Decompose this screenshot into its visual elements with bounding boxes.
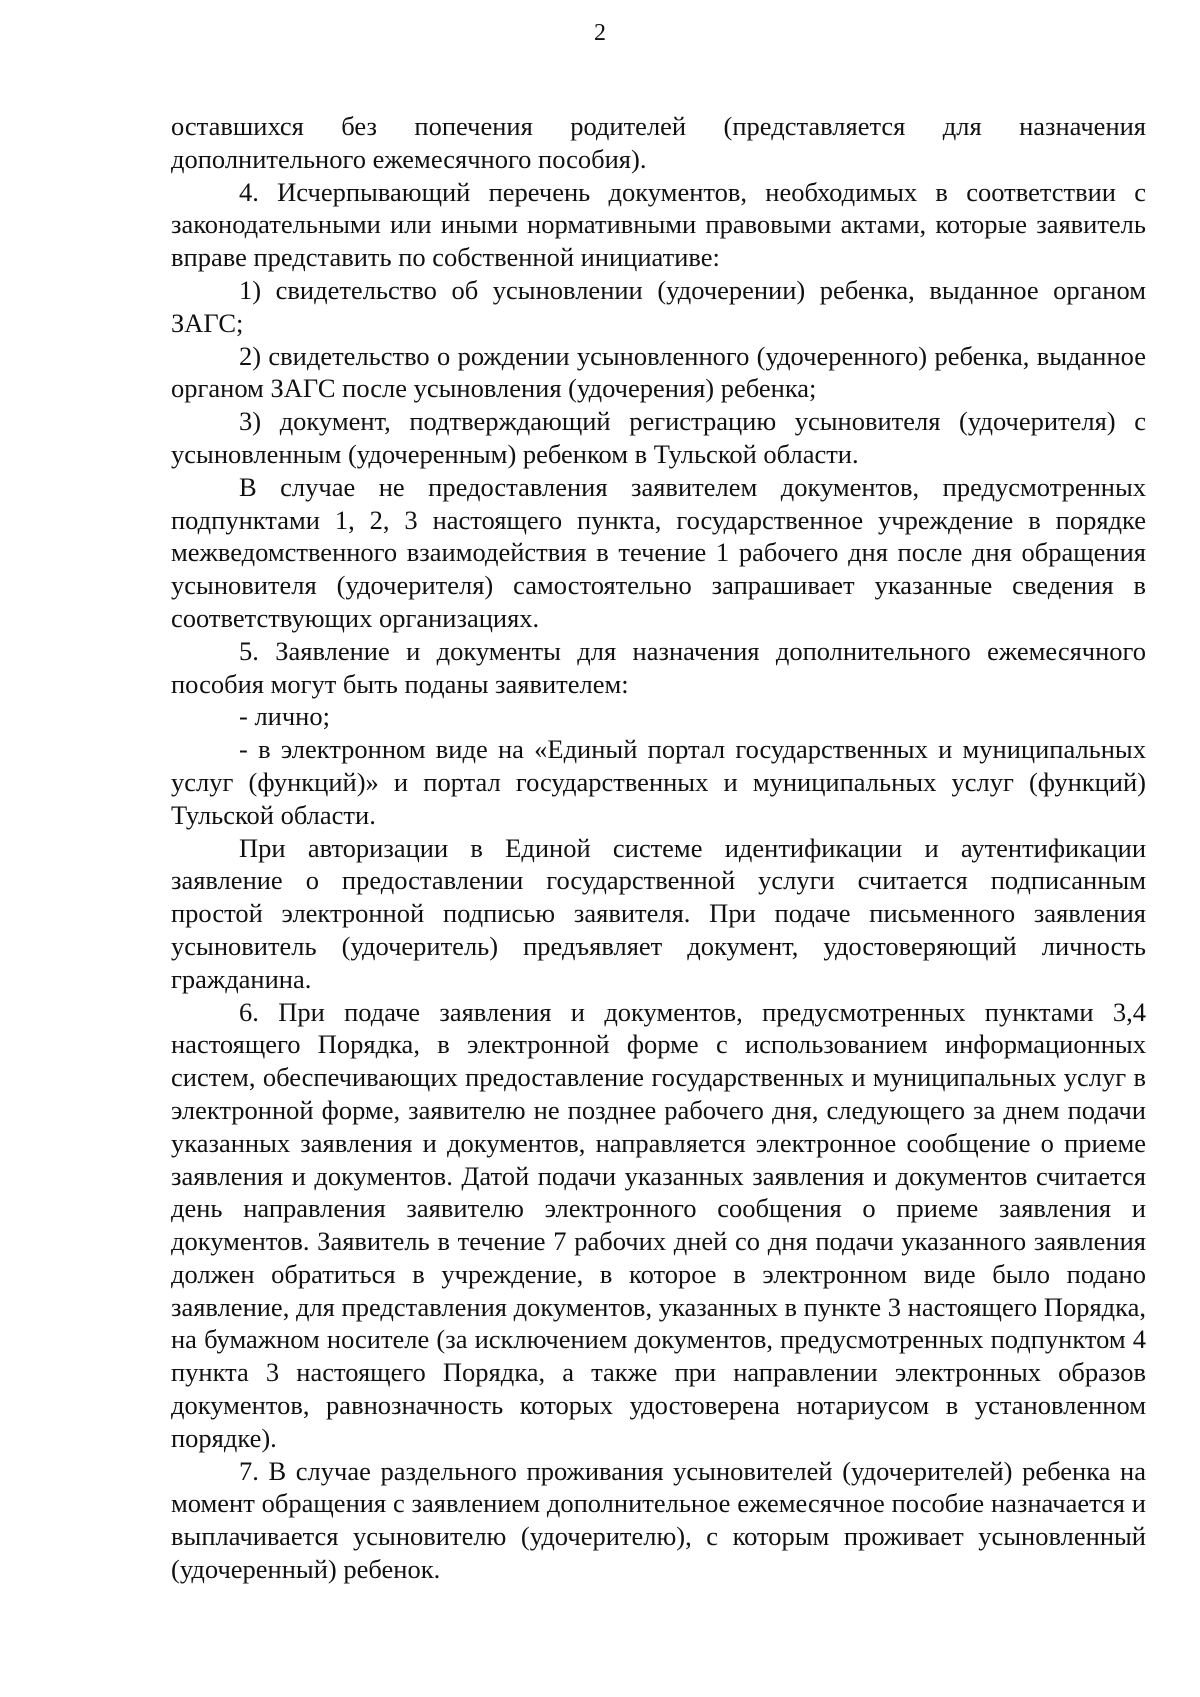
paragraph-item-4-subitem-1: 1) свидетельство об усыновлении (удочерении) ребенка, выданное органом ЗАГС; — [171, 274, 1146, 338]
paragraph-item-5: 5. Заявление и документы для назначения дополнительного ежемесячного пособия могут быть поданы заявителем: — [171, 635, 1146, 699]
paragraph-item-4: 4. Исчерпывающий перечень документов, необходимых в соответствии с законодательными или иными нормативными правовыми актами, которые заявитель вправе представить по собственной инициативе: — [171, 176, 1146, 273]
paragraph-item-6: 6. При подаче заявления и документов, предусмотренных пунктами 3,4 настоящего Порядка, в электронной форме с использованием информационных систем, обеспечивающих предоставление государственных и муниципальных услуг в электронной форме, заявителю не позднее рабочего дня, следующего за днем подачи указанных заявления и документов, направляется электронное сообщение о приеме заявления и документов. Датой подачи указанных заявления и документов считается день направления заявителю электронного сообщения о приеме заявления и документов. Заявитель в течение 7 рабочих дней со дня подачи указанного заявления должен обратиться в учреждение, в которое в электронном виде было подано заявление, для представления документов, указанных в пункте 3 настоящего Порядка, на бумажном носителе (за исключением документов, предусмотренных подпунктом 4 пункта 3 настоящего Порядка, а также при направлении электронных образов документов, равнозначность которых удостоверена нотариусом в установленном порядке). — [171, 996, 1146, 1453]
paragraph-item-5-electronic: - в электронном виде на «Единый портал государственных и муниципальных услуг (функций)» и портал государственных и муниципальных услуг (функций) Тульской области. — [171, 734, 1146, 830]
paragraph-item-4-subitem-2: 2) свидетельство о рождении усыновленного (удочеренного) ребенка, выданное органом ЗАГС после усыновления (удочерения) ребенка; — [171, 340, 1146, 404]
document-body — [171, 110, 1146, 1586]
paragraph-item-4-subitem-3: 3) документ, подтверждающий регистрацию усыновителя (удочерителя) с усыновленным (удочеренным) ребенком в Тульской области. — [171, 406, 1146, 469]
paragraph-item-7: 7. В случае раздельного проживания усыновителей (удочерителей) ребенка на момент обращения с заявлением дополнительное ежемесячное пособие назначается и выплачивается усыновителю (удочерителю), с которым проживает усыновленный (удочеренный) ребенок. — [171, 1455, 1146, 1585]
paragraph-continuation: оставшихся без попечения родителей (представляется для назначения дополнительного ежемесячного пособия). — [171, 111, 1146, 174]
paragraph-item-5-authorization: При авторизации в Единой системе идентификации и аутентификации заявление о предоставлении государственной услуги считается подписанным простой электронной подписью заявителя. При подаче письменного заявления усыновитель (удочеритель) предъявляет документ, удостоверяющий личность гражданина. — [171, 832, 1146, 994]
page-number: 2 — [594, 20, 606, 46]
paragraph-item-4-case: В случае не предоставления заявителем документов, предусмотренных подпунктами 1, 2, 3 настоящего пункта, государственное учреждение в порядке межведомственного взаимодействия в течение 1 рабочего дня после дня обращения усыновителя (удочерителя) самостоятельно запрашивает указанные сведения в соответствующих организациях. — [171, 471, 1146, 633]
paragraph-item-5-in-person: - лично; — [239, 701, 330, 732]
